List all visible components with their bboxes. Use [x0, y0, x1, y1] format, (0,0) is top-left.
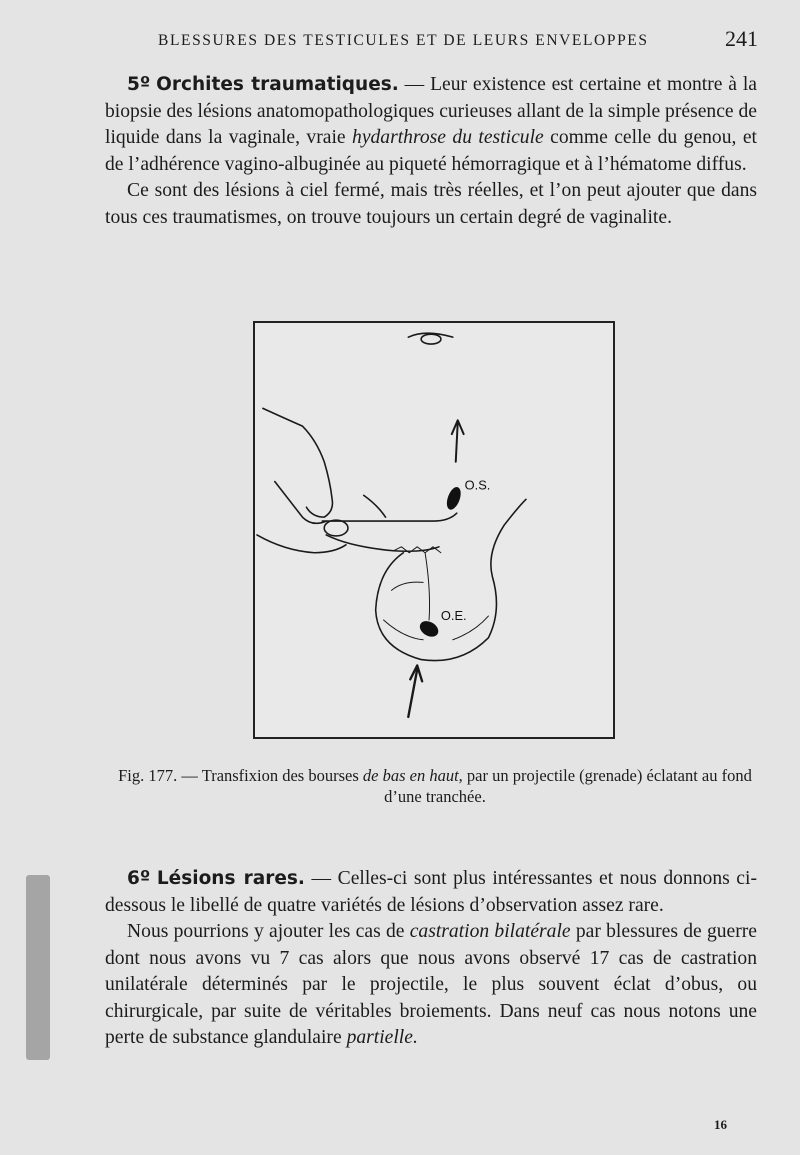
- italic-term: castration bilatérale: [409, 921, 571, 942]
- caption-text: Fig. 177. — Transfixion des bourses: [118, 766, 359, 785]
- scrotum-transfixion-drawing: [255, 323, 613, 737]
- section-number: 6º: [127, 868, 151, 889]
- paragraph: [105, 919, 757, 1052]
- running-title: BLESSURES DES TESTICULES ET DE LEURS ENVELOPPES: [158, 32, 649, 49]
- paragraph: [105, 72, 757, 178]
- glans: [324, 520, 348, 536]
- figure-illustration: [253, 321, 615, 739]
- text: Leur existence est certaine et montre à la biopsie des lésions anatomopathologiques curieuses allant de la simple présence de liquide dans la vaginale, vraie: [105, 74, 757, 148]
- section-number: 5º: [127, 74, 151, 95]
- signature-mark: 16: [714, 1117, 727, 1132]
- page-number: 241: [725, 26, 758, 51]
- section-heading: Orchites traumatiques.: [156, 74, 399, 95]
- italic-term: partielle.: [346, 1027, 418, 1048]
- section-orchites: [105, 72, 757, 231]
- raphe: [425, 553, 429, 620]
- navel-shape: [421, 334, 441, 344]
- penis-upper: [322, 513, 456, 521]
- text: par blessures de guerre dont nous avons vu 7 cas alors que nous avons observé 17 cas de castration unilatérale déterminés par le projectile, le plus souvent éclat d’obus, ou chirurgicale, par suite de véritables broiements. Dans neuf cas nous notons une perte de substance glandulaire: [105, 921, 757, 1048]
- paragraph: [105, 866, 757, 919]
- penis-lower: [326, 535, 439, 551]
- figure-caption: [105, 765, 765, 807]
- paragraph: Ce sont des lésions à ciel fermé, mais très réelles, et l’on peut ajouter que dans tous ces traumatismes, on trouve toujours un certain degré de vaginalite.: [105, 180, 757, 228]
- label-os: O.S.: [464, 477, 491, 493]
- running-header: [158, 26, 758, 51]
- arrow-up-top-icon: [456, 422, 458, 462]
- section-heading: Lésions rares.: [156, 868, 305, 889]
- text: comme celle du genou, et de l’adhérence vagino-albuginée au piqueté hémorragique et à l’hématome diffus.: [105, 127, 757, 175]
- finger-outline: [263, 408, 333, 517]
- caption-text: par un projectile (grenade) éclatant au fond d’une tranchée.: [384, 766, 752, 806]
- exit-wound: [444, 485, 463, 511]
- dash: —: [311, 868, 332, 889]
- italic-term: hydarthrose du testicule: [352, 127, 544, 148]
- text: Celles-ci sont plus intéressantes et nous donnons ci-dessous le libellé de quatre variétés de lésions d’observation assez rare.: [105, 868, 757, 916]
- caption-italic: de bas en haut,: [362, 766, 463, 785]
- skin-fold: [364, 495, 386, 517]
- text: Nous pourrions y ajouter les cas de: [127, 921, 405, 942]
- scrotum-outline: [376, 499, 526, 660]
- entry-wound: [417, 618, 441, 640]
- dash: —: [404, 74, 425, 95]
- section-lesions-rares: [105, 866, 757, 1052]
- scan-margin-mark: [26, 875, 50, 1060]
- label-oe: O.E.: [440, 607, 467, 623]
